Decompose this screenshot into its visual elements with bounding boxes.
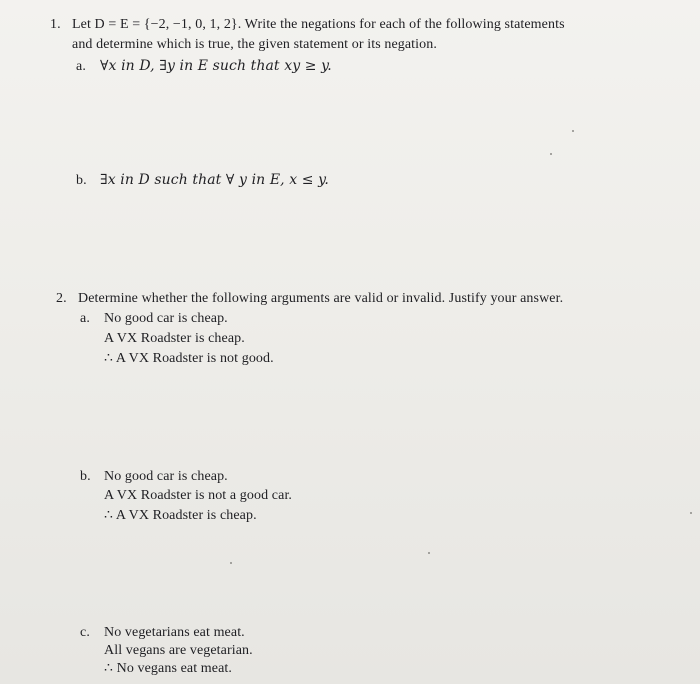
q2c-premise2: All vegans are vegetarian.: [104, 643, 253, 658]
paper-speck: [428, 552, 430, 554]
q1-text-line2: and determine which is true, the given statement or its negation.: [72, 37, 437, 52]
q2b-label: b.: [80, 469, 91, 484]
q2a-premise2: A VX Roadster is cheap.: [104, 331, 245, 346]
paper-speck: [230, 562, 232, 564]
q2a-label: a.: [80, 311, 90, 326]
q1b-line: [76, 171, 329, 190]
q2b-premise1: No good car is cheap.: [104, 469, 228, 484]
q2-number: 2.: [56, 291, 67, 306]
q2c-line1: [80, 624, 245, 642]
q2c-label: c.: [80, 625, 90, 640]
q1-text-line1: Let D = E = {−2, −1, 0, 1, 2}. Write the negations for each of the following statements: [72, 17, 565, 32]
q2a-premise1: No good car is cheap.: [104, 311, 228, 326]
q2b-premise2: A VX Roadster is not a good car.: [104, 488, 293, 503]
q2b-conclusion: ∴ A VX Roadster is cheap.: [104, 508, 257, 523]
q2a-conclusion: ∴ A VX Roadster is not good.: [104, 351, 274, 366]
q1b-statement: ∃x in D such that ∀ y in E, x ≤ y.: [100, 172, 329, 188]
q1b-label: b.: [76, 173, 87, 188]
q2-text: Determine whether the following arguments are valid or invalid. Justify your answer.: [78, 291, 564, 306]
q1a-line: [76, 57, 332, 76]
q1a-label: a.: [76, 59, 86, 74]
paper-speck: [550, 153, 552, 155]
paper-speck: [690, 512, 692, 514]
paper-speck: [572, 130, 574, 132]
q2a-line1: [80, 310, 228, 328]
q1a-statement: ∀x in D, ∃y in E such that xy ≥ y.: [100, 58, 332, 74]
q1-line1: [50, 16, 565, 34]
q2b-line1: [80, 468, 228, 486]
q2c-premise1: No vegetarians eat meat.: [104, 625, 245, 640]
q2-line: [56, 290, 563, 308]
q2c-conclusion: ∴ No vegans eat meat.: [104, 661, 233, 676]
q1-number: 1.: [50, 17, 61, 32]
